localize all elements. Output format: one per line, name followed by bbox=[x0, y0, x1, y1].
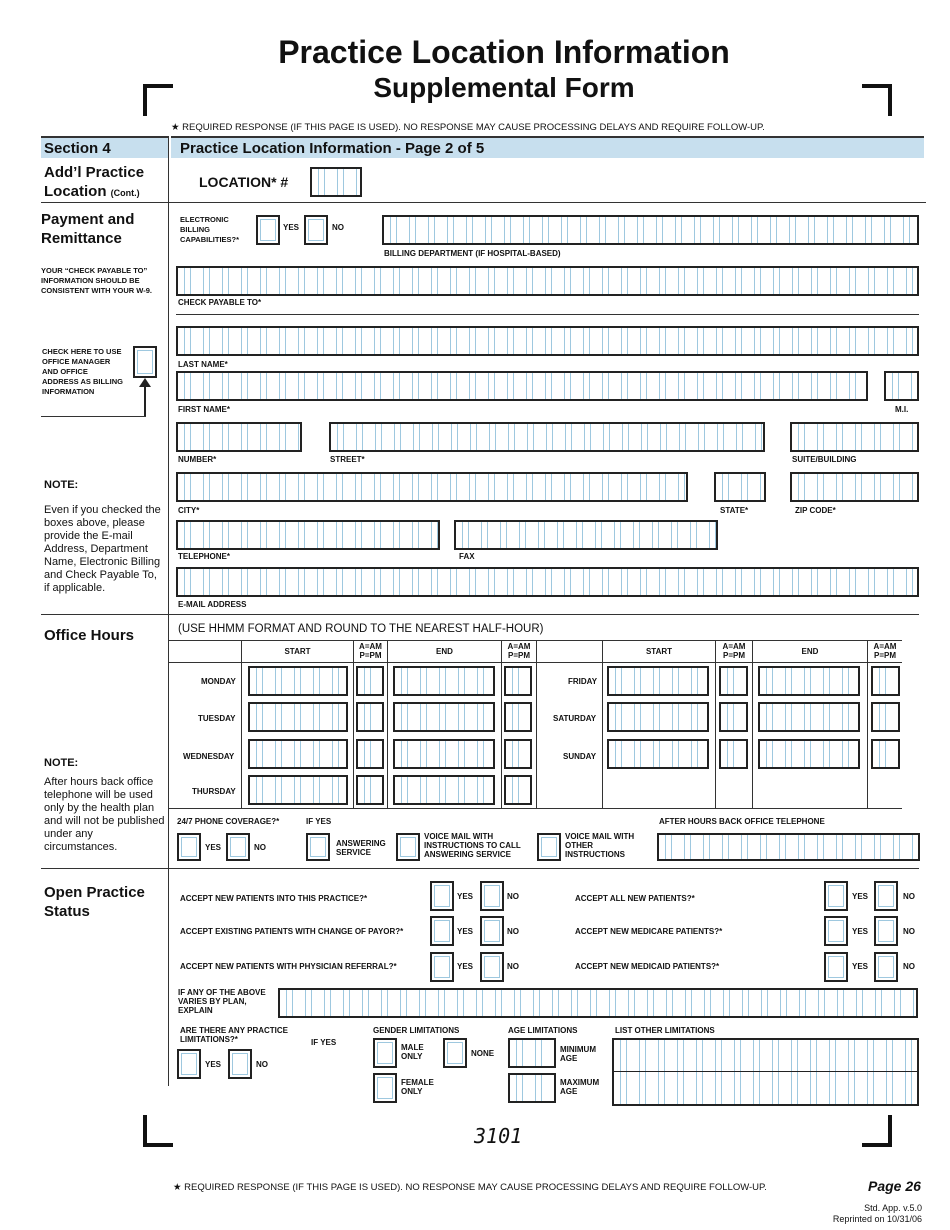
grid-line bbox=[715, 640, 716, 808]
billing-department-input[interactable] bbox=[382, 215, 919, 245]
friday-end-ampm-input[interactable] bbox=[871, 666, 900, 696]
grid-line bbox=[241, 640, 242, 808]
answering-service-checkbox[interactable] bbox=[306, 833, 330, 861]
female-only-label: FEMALE ONLY bbox=[401, 1078, 434, 1096]
yes-label: YES bbox=[852, 892, 869, 901]
wednesday-start-ampm-input[interactable] bbox=[356, 739, 384, 769]
required-note-bottom: ★ REQUIRED RESPONSE (IF THIS PAGE IS USED). NO RESPONSE MAY CAUSE PROCESSING DELAYS AND REQUIRE FOLLOW-UP. bbox=[173, 1182, 767, 1193]
yes-label: YES bbox=[852, 927, 869, 936]
column-divider bbox=[168, 136, 169, 1086]
q2-no-checkbox[interactable] bbox=[480, 916, 504, 946]
start-header: START bbox=[284, 647, 311, 656]
yes-label: YES bbox=[283, 223, 300, 232]
note-label: NOTE: bbox=[44, 479, 79, 491]
street-input[interactable] bbox=[329, 422, 765, 452]
yes-label: YES bbox=[852, 962, 869, 971]
end-header: END bbox=[801, 647, 819, 656]
thursday-end-input[interactable] bbox=[393, 775, 495, 805]
email-input[interactable] bbox=[176, 567, 919, 597]
none-label: NONE bbox=[471, 1049, 495, 1058]
thursday-start-input[interactable] bbox=[248, 775, 348, 805]
thursday-start-ampm-input[interactable] bbox=[356, 775, 384, 805]
grid-line bbox=[867, 640, 868, 808]
no-label: NO bbox=[256, 1060, 268, 1069]
other-limits-input[interactable] bbox=[612, 1038, 919, 1106]
telephone-label: TELEPHONE* bbox=[178, 552, 231, 561]
page-code: 3101 bbox=[474, 1124, 523, 1148]
divider bbox=[41, 202, 926, 203]
first-name-label: FIRST NAME* bbox=[178, 405, 230, 414]
saturday-end-input[interactable] bbox=[758, 702, 860, 732]
telephone-input[interactable] bbox=[176, 520, 440, 550]
hours-bottom bbox=[169, 808, 902, 809]
saturday-start-input[interactable] bbox=[607, 702, 709, 732]
std-app-version: Std. App. v.5.0 bbox=[864, 1203, 922, 1213]
limits-yes-checkbox[interactable] bbox=[177, 1049, 201, 1079]
use-office-manager-checkbox[interactable] bbox=[133, 346, 157, 378]
arrow-head-icon bbox=[139, 378, 151, 387]
note-after-hours: After hours back office telephone will be used only by the health plan and will not be published under any circumstances. bbox=[44, 776, 165, 853]
monday-end-input[interactable] bbox=[393, 666, 495, 696]
required-note-top: ★ REQUIRED RESPONSE (IF THIS PAGE IS USED). NO RESPONSE MAY CAUSE PROCESSING DELAYS AND REQUIRE FOLLOW-UP. bbox=[171, 122, 765, 133]
q5-yes-checkbox[interactable] bbox=[824, 916, 848, 946]
state-label: STATE* bbox=[720, 506, 749, 515]
zip-input[interactable] bbox=[790, 472, 919, 502]
sunday-end-input[interactable] bbox=[758, 739, 860, 769]
no-label: NO bbox=[332, 223, 344, 232]
reprinted-date: Reprinted on 10/31/06 bbox=[832, 1214, 922, 1224]
crop-mark-bottom-right bbox=[862, 1115, 892, 1147]
friday-end-input[interactable] bbox=[758, 666, 860, 696]
voice-mail-other-label: VOICE MAIL WITH OTHER INSTRUCTIONS bbox=[565, 832, 635, 859]
wednesday-end-ampm-input[interactable] bbox=[504, 739, 532, 769]
day-label: TUESDAY bbox=[198, 714, 236, 723]
no-label: NO bbox=[903, 892, 915, 901]
limits-no-checkbox[interactable] bbox=[228, 1049, 252, 1079]
grid-line bbox=[501, 640, 502, 808]
day-label: FRIDAY bbox=[568, 677, 598, 686]
question-label: ACCEPT NEW PATIENTS INTO THIS PRACTICE?* bbox=[180, 894, 368, 903]
am-pm-header: A=AM P=PM bbox=[359, 642, 382, 660]
number-input[interactable] bbox=[176, 422, 302, 452]
q1-yes-checkbox[interactable] bbox=[430, 881, 454, 911]
check-payable-to-label: CHECK PAYABLE TO* bbox=[178, 298, 262, 307]
note-label: NOTE: bbox=[44, 757, 79, 769]
q2-yes-checkbox[interactable] bbox=[430, 916, 454, 946]
male-only-checkbox[interactable] bbox=[373, 1038, 397, 1068]
city-label: CITY* bbox=[178, 506, 200, 515]
practice-limits-label: ARE THERE ANY PRACTICE LIMITATIONS?* bbox=[180, 1026, 289, 1044]
divider bbox=[41, 868, 919, 869]
sunday-start-ampm-input[interactable] bbox=[719, 739, 748, 769]
question-label: ACCEPT NEW MEDICARE PATIENTS?* bbox=[575, 927, 723, 936]
voice-mail-other-checkbox[interactable] bbox=[537, 833, 561, 861]
payment-heading: Payment and Remittance bbox=[41, 211, 135, 247]
after-hours-phone-input[interactable] bbox=[657, 833, 920, 861]
section-label: Section 4 bbox=[41, 136, 169, 158]
arrow-line bbox=[41, 416, 146, 417]
grid-line bbox=[536, 640, 537, 808]
suite-label: SUITE/BUILDING bbox=[792, 455, 857, 464]
page-title: Practice Location Information bbox=[278, 34, 730, 70]
varies-explain-label: IF ANY OF THE ABOVE VARIES BY PLAN, EXPLAIN bbox=[178, 988, 266, 1015]
hours-instruction: (USE HHMM FORMAT AND ROUND TO THE NEAREST HALF-HOUR) bbox=[178, 623, 544, 635]
end-header: END bbox=[436, 647, 453, 656]
fax-input[interactable] bbox=[454, 520, 718, 550]
no-label: NO bbox=[903, 927, 915, 936]
wednesday-start-input[interactable] bbox=[248, 739, 348, 769]
yes-label: YES bbox=[205, 1060, 222, 1069]
grid-line bbox=[387, 640, 388, 808]
q1-no-checkbox[interactable] bbox=[480, 881, 504, 911]
suite-input[interactable] bbox=[790, 422, 919, 452]
electronic-billing-no-checkbox[interactable] bbox=[304, 215, 328, 245]
day-label: SUNDAY bbox=[563, 752, 597, 761]
if-yes-label: IF YES bbox=[311, 1038, 337, 1047]
voice-mail-call-label: VOICE MAIL WITH INSTRUCTIONS TO CALL ANSWERING SERVICE bbox=[424, 832, 521, 859]
no-label: NO bbox=[903, 962, 915, 971]
addl-practice-heading: Add’l Practice Location (Cont.) bbox=[44, 164, 145, 200]
minimum-age-input[interactable] bbox=[508, 1038, 556, 1068]
city-input[interactable] bbox=[176, 472, 688, 502]
monday-end-ampm-input[interactable] bbox=[504, 666, 532, 696]
grid-line bbox=[602, 640, 603, 808]
street-label: STREET* bbox=[330, 455, 365, 464]
answering-service-label: ANSWERING SERVICE bbox=[336, 839, 386, 857]
electronic-billing-label: ELECTRONIC BILLING CAPABILITIES?* bbox=[180, 215, 240, 244]
page-subtitle: Supplemental Form bbox=[373, 72, 635, 103]
female-only-checkbox[interactable] bbox=[373, 1073, 397, 1103]
thursday-end-ampm-input[interactable] bbox=[504, 775, 532, 805]
day-label: SATURDAY bbox=[553, 714, 597, 723]
coverage-no-checkbox[interactable] bbox=[226, 833, 250, 861]
maximum-age-input[interactable] bbox=[508, 1073, 556, 1103]
location-number-input[interactable] bbox=[310, 167, 362, 197]
other-limits-line bbox=[614, 1071, 917, 1072]
tuesday-start-input[interactable] bbox=[248, 702, 348, 732]
coverage-yes-checkbox[interactable] bbox=[177, 833, 201, 861]
q5-no-checkbox[interactable] bbox=[874, 916, 898, 946]
last-name-input[interactable] bbox=[176, 326, 919, 356]
friday-start-input[interactable] bbox=[607, 666, 709, 696]
no-label: NO bbox=[507, 892, 519, 901]
monday-start-ampm-input[interactable] bbox=[356, 666, 384, 696]
yes-label: YES bbox=[457, 927, 474, 936]
crop-mark-top-left bbox=[143, 84, 173, 116]
divider bbox=[176, 314, 919, 315]
divider bbox=[41, 614, 919, 615]
no-label: NO bbox=[254, 843, 266, 852]
after-hours-phone-label: AFTER HOURS BACK OFFICE TELEPHONE bbox=[659, 817, 825, 826]
q4-yes-checkbox[interactable] bbox=[824, 881, 848, 911]
saturday-end-ampm-input[interactable] bbox=[871, 702, 900, 732]
email-label: E-MAIL ADDRESS bbox=[178, 600, 247, 609]
friday-start-ampm-input[interactable] bbox=[719, 666, 748, 696]
open-status-heading: Open Practice Status bbox=[44, 884, 145, 920]
zip-label: ZIP CODE* bbox=[795, 506, 836, 515]
fax-label: FAX bbox=[459, 552, 475, 561]
none-checkbox[interactable] bbox=[443, 1038, 467, 1068]
grid-line bbox=[752, 640, 753, 808]
mi-input[interactable] bbox=[884, 371, 919, 401]
check-here-label: CHECK HERE TO USE OFFICE MANAGER AND OFFICE ADDRESS AS BILLING INFORMATION bbox=[42, 347, 123, 396]
am-pm-header: A=AM P=PM bbox=[507, 642, 531, 660]
last-name-label: LAST NAME* bbox=[178, 360, 228, 369]
note-text: Even if you checked the boxes above, please provide the E-mail Address, Department Name, Electronic Billing and Check Payable To, if applicable. bbox=[44, 504, 161, 594]
page-number: Page 26 bbox=[868, 1178, 921, 1194]
crop-mark-top-right bbox=[862, 84, 892, 116]
state-input[interactable] bbox=[714, 472, 766, 502]
voice-mail-call-checkbox[interactable] bbox=[396, 833, 420, 861]
question-label: ACCEPT EXISTING PATIENTS WITH CHANGE OF PAYOR?* bbox=[180, 927, 404, 936]
no-label: NO bbox=[507, 962, 519, 971]
no-label: NO bbox=[507, 927, 519, 936]
start-header: START bbox=[645, 647, 673, 656]
male-only-label: MALE ONLY bbox=[401, 1043, 424, 1061]
section-title: Practice Location Information - Page 2 of 5 bbox=[171, 136, 924, 158]
yes-label: YES bbox=[457, 962, 474, 971]
am-pm-header: A=AM P=PM bbox=[722, 642, 746, 660]
q4-no-checkbox[interactable] bbox=[874, 881, 898, 911]
check-payable-note: YOUR “CHECK PAYABLE TO” INFORMATION SHOULD BE CONSISTENT WITH YOUR W-9. bbox=[41, 266, 152, 295]
am-pm-header: A=AM P=PM bbox=[873, 642, 897, 660]
if-yes-label: IF YES bbox=[306, 817, 332, 826]
gender-limits-label: GENDER LIMITATIONS bbox=[373, 1026, 460, 1035]
yes-label: YES bbox=[205, 843, 222, 852]
question-label: ACCEPT ALL NEW PATIENTS?* bbox=[575, 894, 695, 903]
q6-yes-checkbox[interactable] bbox=[824, 952, 848, 982]
mi-label: M.I. bbox=[895, 405, 909, 414]
question-label: ACCEPT NEW PATIENTS WITH PHYSICIAN REFERRAL?* bbox=[180, 962, 397, 971]
sunday-start-input[interactable] bbox=[607, 739, 709, 769]
question-label: ACCEPT NEW MEDICAID PATIENTS?* bbox=[575, 962, 720, 971]
office-hours-heading: Office Hours bbox=[44, 627, 135, 644]
day-label: WEDNESDAY bbox=[183, 752, 235, 761]
location-label: LOCATION* # bbox=[199, 174, 289, 190]
varies-explain-input[interactable] bbox=[278, 988, 918, 1018]
saturday-start-ampm-input[interactable] bbox=[719, 702, 748, 732]
grid-line bbox=[353, 640, 354, 808]
other-limits-label: LIST OTHER LIMITATIONS bbox=[615, 1026, 715, 1035]
age-limits-label: AGE LIMITATIONS bbox=[508, 1026, 578, 1035]
q3-no-checkbox[interactable] bbox=[480, 952, 504, 982]
day-label: THURSDAY bbox=[192, 787, 236, 796]
tuesday-start-ampm-input[interactable] bbox=[356, 702, 384, 732]
billing-department-label: BILLING DEPARTMENT (IF HOSPITAL-BASED) bbox=[384, 249, 561, 258]
q3-yes-checkbox[interactable] bbox=[430, 952, 454, 982]
wednesday-end-input[interactable] bbox=[393, 739, 495, 769]
crop-mark-bottom-left bbox=[143, 1115, 173, 1147]
tuesday-end-input[interactable] bbox=[393, 702, 495, 732]
sunday-end-ampm-input[interactable] bbox=[871, 739, 900, 769]
check-payable-to-input[interactable] bbox=[176, 266, 919, 296]
maximum-age-label: MAXIMUM AGE bbox=[560, 1078, 600, 1096]
phone-coverage-label: 24/7 PHONE COVERAGE?* bbox=[177, 817, 280, 826]
number-label: NUMBER* bbox=[178, 455, 217, 464]
first-name-input[interactable] bbox=[176, 371, 868, 401]
tuesday-end-ampm-input[interactable] bbox=[504, 702, 532, 732]
monday-start-input[interactable] bbox=[248, 666, 348, 696]
minimum-age-label: MINIMUM AGE bbox=[560, 1045, 596, 1063]
yes-label: YES bbox=[457, 892, 474, 901]
day-label: MONDAY bbox=[201, 677, 236, 686]
q6-no-checkbox[interactable] bbox=[874, 952, 898, 982]
electronic-billing-yes-checkbox[interactable] bbox=[256, 215, 280, 245]
